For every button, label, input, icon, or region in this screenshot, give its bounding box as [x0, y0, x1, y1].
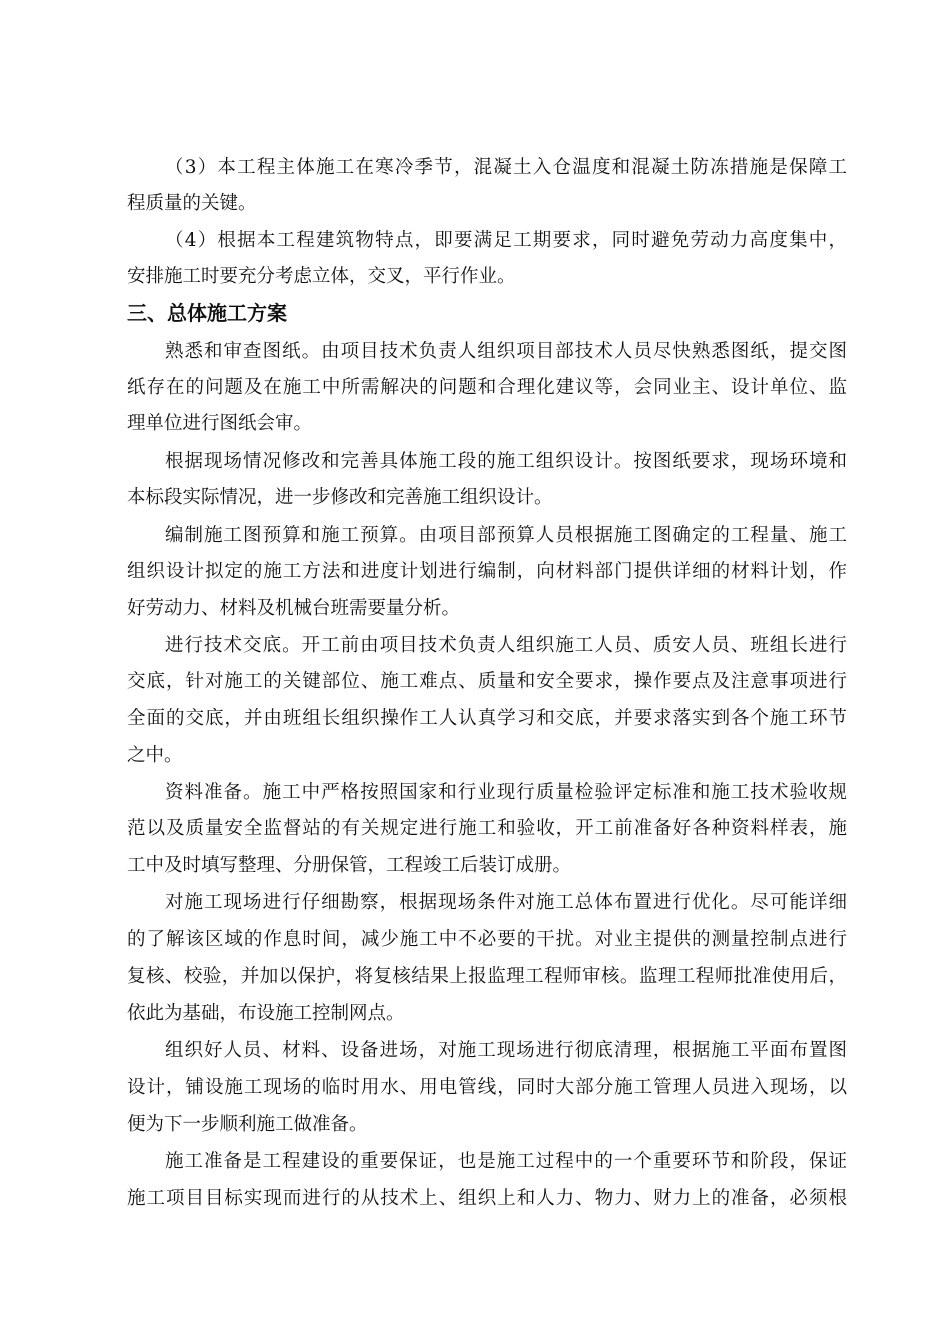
text-line: 程质量的关键。	[127, 193, 257, 214]
text-line: 施工准备是工程建设的重要保证，也是施工过程中的一个重要环节和阶段，保证	[165, 1151, 847, 1172]
text-line: 纸存在的问题及在施工中所需解决的问题和合理化建议等，会同业主、设计单位、监	[127, 377, 847, 398]
text-line: 之中。	[127, 745, 183, 766]
text-line: 的了解该区域的作息时间，减少施工中不必要的干扰。对业主提供的测量控制点进行	[127, 929, 847, 950]
section-heading: 三、总体施工方案	[127, 301, 287, 325]
text-line: 工中及时填写整理、分册保管，工程竣工后装订成册。	[127, 855, 572, 876]
text-line: （4）根据本工程建筑物特点，即要满足工期要求，同时避免劳动力高度集中，	[165, 230, 847, 251]
text-line: 组织设计拟定的施工方法和进度计划进行编制，向材料部门提供详细的材料计划，作	[127, 561, 847, 582]
text-line: 组织好人员、材料、设备进场，对施工现场进行彻底清理，根据施工平面布置图	[165, 1040, 847, 1061]
text-line: 便为下一步顺利施工做准备。	[127, 1114, 368, 1135]
text-line: 安排施工时要充分考虑立体，交叉，平行作业。	[127, 266, 516, 287]
text-line: 交底，针对施工的关键部位、施工难点、质量和安全要求，操作要点及注意事项进行	[127, 671, 847, 692]
text-line: 根据现场情况修改和完善具体施工段的施工组织设计。按图纸要求，现场环境和	[165, 451, 847, 472]
text-line: 全面的交底，并由班组长组织操作工人认真学习和交底，并要求落实到各个施工环节	[127, 708, 847, 729]
text-line: 依此为基础，布设施工控制网点。	[127, 1003, 405, 1024]
text-line: 好劳动力、材料及机械台班需要量分析。	[127, 598, 461, 619]
text-line: 编制施工图预算和施工预算。由项目部预算人员根据施工图确定的工程量、施工	[165, 525, 847, 546]
text-line: 理单位进行图纸会审。	[127, 413, 313, 434]
text-line: 对施工现场进行仔细勘察，根据现场条件对施工总体布置进行优化。尽可能详细	[165, 892, 847, 913]
text-line: 本标段实际情况，进一步修改和完善施工组织设计。	[127, 487, 553, 508]
text-line: （3）本工程主体施工在寒冷季节，混凝土入仓温度和混凝土防冻措施是保障工	[165, 157, 847, 178]
text-line: 资料准备。施工中严格按照国家和行业现行质量检验评定标准和施工技术验收规	[165, 782, 847, 803]
text-line: 施工项目目标实现而进行的从技术上、组织上和人力、物力、财力上的准备，必须根	[127, 1188, 847, 1209]
text-line: 设计，铺设施工现场的临时用水、用电管线，同时大部分施工管理人员进入现场，以	[127, 1077, 847, 1098]
text-line: 范以及质量安全监督站的有关规定进行施工和验收，开工前准备好各种资料样表，施	[127, 818, 847, 839]
text-line: 复核、校验，并加以保护，将复核结果上报监理工程师审核。监理工程师批准使用后，	[127, 966, 847, 987]
text-line: 熟悉和审查图纸。由项目技术负责人组织项目部技术人员尽快熟悉图纸，提交图	[165, 341, 847, 362]
text-line: 进行技术交底。开工前由项目技术负责人组织施工人员、质安人员、班组长进行	[165, 635, 847, 656]
